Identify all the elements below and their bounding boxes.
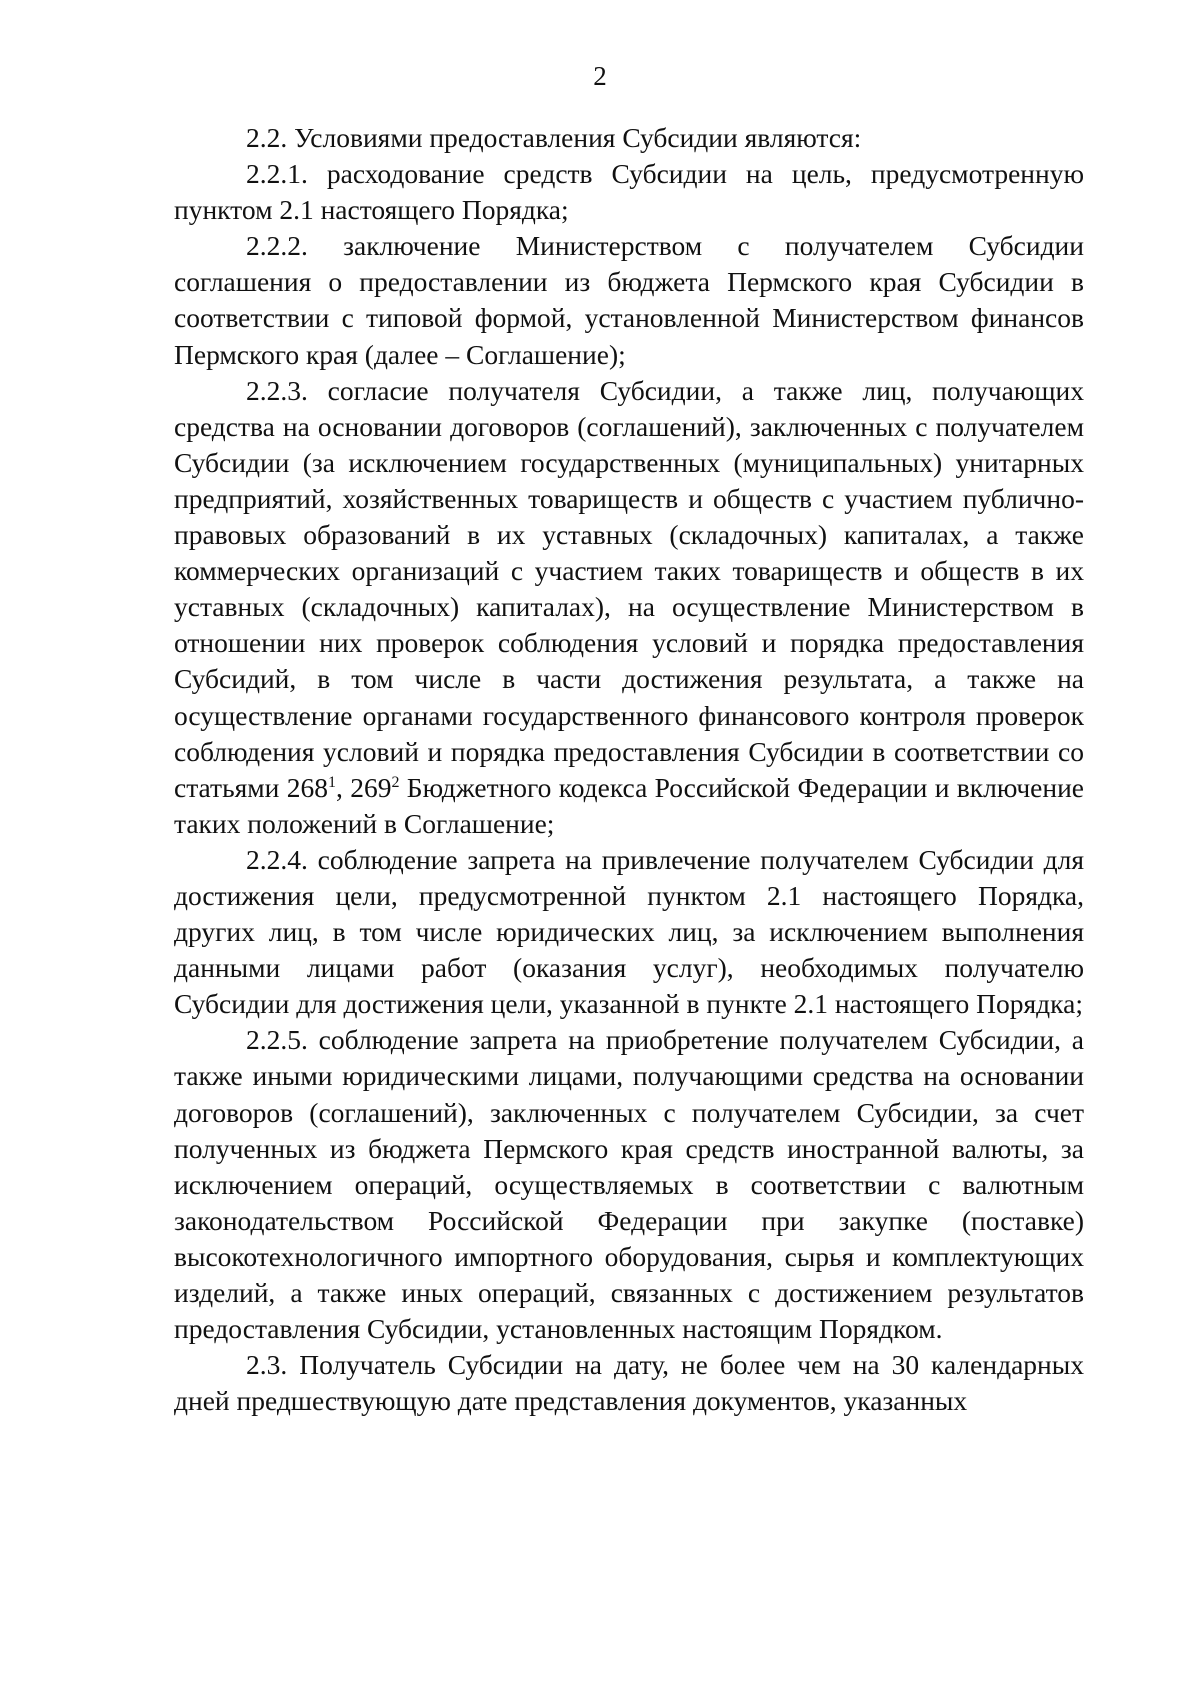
article-reference-2-superscript: 2 [391, 773, 400, 791]
article-reference-2: 269 [350, 771, 392, 803]
paragraph-2-3: 2.3. Получатель Субсидии на дату, не более чем на 30 календарных дней предшествующую дате представления документов, указанных [174, 1349, 1084, 1417]
article-reference-1: 268 [286, 771, 328, 803]
paragraph-2-2-2: 2.2.2. заключение Министерством с получателем Субсидии соглашения о предоставлении из бюджета Пермского края Субсидии в соответствии с типовой формой, установленной Министерством финансов Пермского края (далее – Соглашение); [174, 230, 1084, 370]
page-number: 2 [593, 61, 607, 91]
paragraph-2-2-3 [174, 373, 1084, 842]
article-reference-1-superscript: 1 [327, 773, 336, 791]
paragraph-2-2-3-text-before: 2.2.3. согласие получателя Субсидии, а также лиц, получающих средства на основании договоров (соглашений), заключенных с получателем Субсидии (за исключением государственных (муниципальных) унитарных предприятий, хозяйственных товариществ и обществ с участием публично-правовых образований в их уставных (складочных) капиталах, а также коммерческих организаций с участием таких товариществ и обществ в их уставных (складочных) капиталах), на осуществление Министерством в отношении них проверок соблюдения условий и порядка предоставления Субсидий, в том числе в части достижения результата, а также на осуществление органами государственного финансового контроля проверок соблюдения условий и порядка предоставления Субсидии в соответствии со статьями [174, 374, 1084, 803]
paragraph-2-2-4: 2.2.4. соблюдение запрета на привлечение получателем Субсидии для достижения цели, предусмотренной пунктом 2.1 настоящего Порядка, других лиц, в том числе юридических лиц, за исключением выполнения данными лицами работ (оказания услуг), необходимых получателю Субсидии для достижения цели, указанной в пункте 2.1 настоящего Порядка; [174, 843, 1084, 1020]
paragraph-2-2-3-text-after: Бюджетного кодекса Российской Федерации и включение таких положений в Соглашение; [174, 771, 1084, 839]
paragraph-2-2-5: 2.2.5. соблюдение запрета на приобретение получателем Субсидии, а также иными юридическими лицами, получающими средства на основании договоров (соглашений), заключенных с получателем Субсидии, за счет полученных из бюджета Пермского края средств иностранной валюты, за исключением операций, осуществляемых в соответствии с валютным законодательством Российской Федерации при закупке (поставке) высокотехнологичного импортного оборудования, сырья и комплектующих изделий, а также иных операций, связанных с достижением результатов предоставления Субсидии, установленных настоящим Порядком. [174, 1024, 1084, 1345]
document-body [174, 120, 1084, 1419]
paragraph-2-2-1: 2.2.1. расходование средств Субсидии на цель, предусмотренную пунктом 2.1 настоящего Порядка; [174, 158, 1084, 226]
paragraph-2-2: 2.2. Условиями предоставления Субсидии являются: [246, 122, 862, 153]
article-separator: , [335, 771, 351, 803]
